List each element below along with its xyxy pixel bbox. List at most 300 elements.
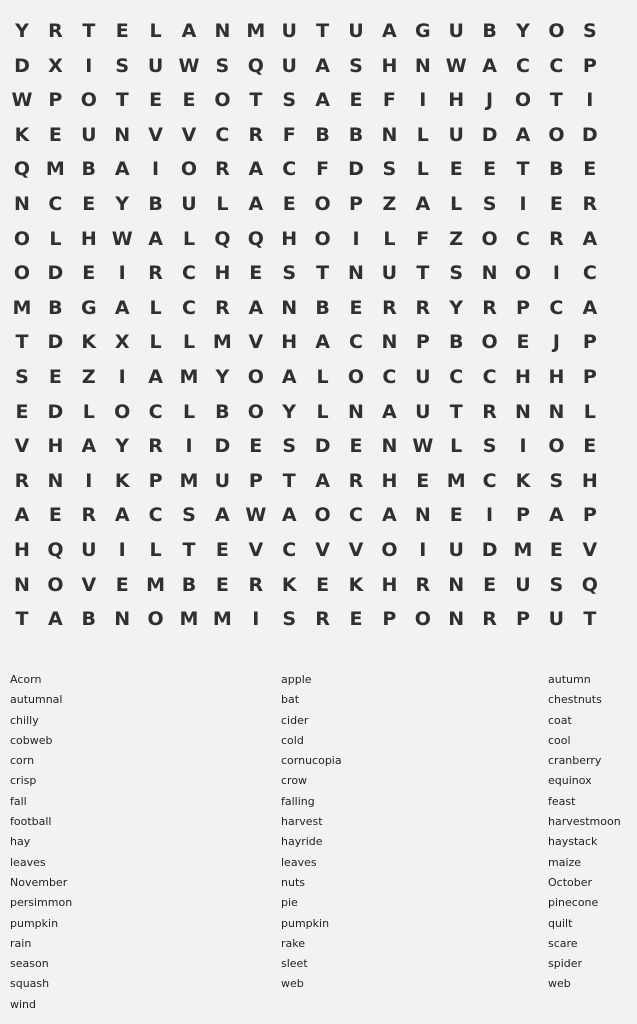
grid-letter[interactable]: Y [282, 400, 297, 423]
grid-letter[interactable]: R [482, 296, 497, 319]
grid-letter[interactable]: T [182, 539, 196, 561]
grid-letter[interactable]: L [149, 539, 162, 561]
grid-letter[interactable]: M [146, 573, 166, 596]
grid-letter[interactable]: L [182, 331, 196, 354]
grid-letter[interactable]: H [515, 366, 531, 388]
grid-letter[interactable]: E [215, 573, 229, 596]
grid-letter[interactable]: R [482, 400, 497, 423]
grid-letter[interactable]: C [282, 158, 297, 181]
grid-letter[interactable]: E [115, 573, 129, 596]
grid-letter[interactable]: P [582, 54, 597, 77]
grid-letter[interactable]: B [181, 573, 197, 596]
grid-letter[interactable]: P [148, 469, 163, 492]
grid-letter[interactable]: C [482, 366, 497, 388]
grid-letter[interactable]: Y [115, 193, 130, 215]
grid-letter[interactable]: R [549, 227, 564, 250]
grid-letter[interactable]: V [81, 573, 97, 596]
grid-letter[interactable]: T [583, 608, 597, 631]
grid-letter[interactable]: P [349, 193, 363, 215]
grid-letter[interactable]: U [448, 539, 464, 561]
grid-letter[interactable]: A [81, 435, 97, 458]
grid-letter[interactable]: L [182, 227, 196, 250]
grid-letter[interactable]: U [415, 400, 431, 423]
grid-letter[interactable]: A [582, 296, 598, 319]
grid-letter[interactable]: K [281, 573, 297, 596]
grid-letter[interactable]: A [382, 20, 397, 42]
grid-letter[interactable]: R [482, 608, 497, 631]
grid-letter[interactable]: Q [247, 227, 264, 250]
grid-letter[interactable]: U [281, 54, 297, 77]
grid-letter[interactable]: L [383, 227, 396, 250]
grid-letter[interactable]: D [314, 435, 331, 458]
grid-letter[interactable]: L [49, 227, 62, 250]
grid-letter[interactable]: H [581, 469, 598, 492]
grid-letter[interactable]: T [115, 89, 129, 112]
grid-letter[interactable]: H [381, 469, 398, 492]
grid-letter[interactable]: O [214, 89, 231, 112]
grid-letter[interactable]: A [382, 504, 397, 527]
grid-letter[interactable]: P [382, 608, 397, 631]
grid-letter[interactable]: N [414, 504, 431, 527]
grid-letter[interactable]: P [582, 504, 597, 527]
grid-letter[interactable]: E [282, 193, 296, 215]
grid-letter[interactable]: Q [247, 54, 264, 77]
grid-letter[interactable]: K [81, 331, 97, 354]
grid-letter[interactable]: C [182, 262, 196, 285]
grid-letter[interactable]: E [48, 123, 62, 146]
grid-letter[interactable]: S [115, 54, 130, 77]
grid-letter[interactable]: E [149, 89, 163, 112]
grid-letter[interactable]: O [548, 435, 565, 458]
grid-letter[interactable]: C [349, 331, 363, 354]
grid-letter[interactable]: I [419, 89, 427, 112]
grid-letter[interactable]: N [14, 193, 30, 215]
grid-letter[interactable]: O [13, 262, 31, 285]
grid-letter[interactable]: O [47, 573, 64, 596]
grid-letter[interactable]: B [549, 158, 564, 181]
grid-letter[interactable]: E [316, 573, 330, 596]
grid-letter[interactable]: R [148, 435, 163, 458]
grid-letter[interactable]: L [316, 366, 329, 388]
grid-letter[interactable]: O [247, 366, 264, 388]
grid-letter[interactable]: R [382, 296, 397, 319]
grid-letter[interactable]: T [449, 400, 463, 423]
grid-letter[interactable]: M [45, 158, 65, 181]
grid-letter[interactable]: G [414, 20, 431, 42]
grid-letter[interactable]: I [419, 539, 427, 561]
grid-letter[interactable]: I [85, 469, 93, 492]
grid-letter[interactable]: W [11, 89, 33, 112]
grid-letter[interactable]: E [115, 20, 129, 42]
grid-letter[interactable]: U [548, 608, 565, 631]
grid-letter[interactable]: A [248, 193, 264, 215]
grid-letter[interactable]: Z [382, 193, 397, 215]
grid-letter[interactable]: N [114, 123, 131, 146]
grid-letter[interactable]: B [448, 331, 464, 354]
grid-letter[interactable]: T [15, 608, 29, 631]
grid-letter[interactable]: C [148, 504, 163, 527]
grid-letter[interactable]: E [416, 469, 430, 492]
grid-letter[interactable]: S [549, 469, 564, 492]
grid-letter[interactable]: O [314, 504, 331, 527]
grid-letter[interactable]: B [81, 608, 97, 631]
grid-letter[interactable]: S [282, 262, 297, 285]
grid-letter[interactable]: O [314, 227, 331, 250]
grid-letter[interactable]: C [582, 262, 597, 285]
grid-letter[interactable]: O [347, 366, 365, 388]
grid-letter[interactable]: P [582, 331, 597, 354]
grid-letter[interactable]: R [148, 262, 163, 285]
grid-letter[interactable]: E [449, 504, 463, 527]
grid-letter[interactable]: C [516, 227, 530, 250]
grid-letter[interactable]: O [548, 123, 565, 146]
grid-letter[interactable]: M [246, 20, 266, 42]
grid-letter[interactable]: B [348, 123, 364, 146]
grid-letter[interactable]: D [481, 539, 498, 561]
grid-letter[interactable]: O [514, 89, 532, 112]
grid-letter[interactable]: O [381, 539, 398, 561]
grid-letter[interactable]: A [14, 504, 30, 527]
grid-letter[interactable]: K [348, 573, 364, 596]
grid-letter[interactable]: V [148, 123, 163, 146]
grid-letter[interactable]: E [349, 89, 363, 112]
grid-letter[interactable]: O [180, 158, 198, 181]
grid-letter[interactable]: W [111, 227, 133, 250]
grid-letter[interactable]: F [416, 227, 430, 250]
grid-letter[interactable]: I [486, 504, 494, 527]
grid-letter[interactable]: N [114, 608, 131, 631]
grid-letter[interactable]: L [182, 400, 196, 423]
grid-letter[interactable]: K [515, 469, 531, 492]
grid-letter[interactable]: H [281, 227, 298, 250]
grid-letter[interactable]: I [586, 89, 594, 112]
grid-letter[interactable]: N [348, 262, 364, 285]
grid-letter[interactable]: U [181, 193, 197, 215]
grid-letter[interactable]: E [483, 158, 497, 181]
grid-letter[interactable]: H [381, 573, 398, 596]
grid-letter[interactable]: I [519, 193, 527, 215]
grid-letter[interactable]: K [114, 469, 130, 492]
grid-letter[interactable]: L [149, 331, 162, 354]
grid-letter[interactable]: B [315, 296, 330, 319]
grid-letter[interactable]: X [114, 331, 130, 354]
grid-letter[interactable]: C [516, 54, 530, 77]
grid-letter[interactable]: S [382, 158, 397, 181]
grid-letter[interactable]: P [48, 89, 63, 112]
grid-letter[interactable]: L [416, 158, 429, 181]
grid-letter[interactable]: A [382, 400, 397, 423]
grid-letter[interactable]: M [179, 608, 199, 631]
grid-letter[interactable]: C [549, 296, 564, 319]
grid-letter[interactable]: R [415, 573, 431, 596]
grid-letter[interactable]: S [549, 573, 564, 596]
grid-letter[interactable]: U [281, 20, 297, 42]
grid-letter[interactable]: O [314, 193, 331, 215]
grid-letter[interactable]: Q [214, 227, 231, 250]
grid-letter[interactable]: E [249, 435, 263, 458]
grid-letter[interactable]: R [81, 504, 97, 527]
grid-letter[interactable]: D [214, 435, 231, 458]
grid-letter[interactable]: P [248, 469, 263, 492]
grid-letter[interactable]: E [449, 158, 463, 181]
grid-letter[interactable]: O [514, 262, 532, 285]
grid-letter[interactable]: T [516, 158, 530, 181]
grid-letter[interactable]: H [548, 366, 565, 388]
grid-letter[interactable]: S [482, 435, 497, 458]
grid-letter[interactable]: O [548, 20, 565, 42]
grid-letter[interactable]: P [516, 608, 530, 631]
grid-letter[interactable]: U [381, 262, 398, 285]
grid-letter[interactable]: Y [516, 20, 530, 42]
grid-letter[interactable]: T [15, 331, 29, 354]
grid-letter[interactable]: S [215, 54, 230, 77]
grid-letter[interactable]: R [415, 296, 431, 319]
grid-letter[interactable]: D [47, 262, 64, 285]
grid-letter[interactable]: E [182, 89, 196, 112]
grid-letter[interactable]: R [215, 296, 230, 319]
grid-letter[interactable]: W [178, 54, 200, 77]
grid-letter[interactable]: E [215, 539, 229, 561]
grid-letter[interactable]: A [114, 158, 130, 181]
grid-letter[interactable]: E [82, 262, 96, 285]
grid-letter[interactable]: E [48, 504, 62, 527]
grid-letter[interactable]: R [582, 193, 598, 215]
grid-letter[interactable]: I [118, 539, 126, 561]
grid-letter[interactable]: D [348, 158, 364, 181]
grid-letter[interactable]: O [481, 331, 498, 354]
grid-letter[interactable]: Z [449, 227, 464, 250]
grid-letter[interactable]: G [80, 296, 97, 319]
grid-letter[interactable]: A [248, 158, 264, 181]
grid-letter[interactable]: N [515, 400, 531, 423]
grid-letter[interactable]: L [82, 400, 95, 423]
grid-letter[interactable]: E [82, 193, 96, 215]
grid-letter[interactable]: N [481, 262, 498, 285]
grid-letter[interactable]: C [449, 366, 464, 388]
grid-letter[interactable]: A [582, 227, 598, 250]
grid-letter[interactable]: O [481, 227, 498, 250]
grid-letter[interactable]: Z [81, 366, 96, 388]
grid-letter[interactable]: H [448, 89, 465, 112]
grid-letter[interactable]: T [282, 469, 296, 492]
grid-letter[interactable]: R [48, 20, 63, 42]
grid-letter[interactable]: R [315, 608, 330, 631]
grid-letter[interactable]: R [14, 469, 30, 492]
grid-letter[interactable]: V [582, 539, 598, 561]
grid-letter[interactable]: I [85, 54, 93, 77]
grid-letter[interactable]: A [315, 469, 330, 492]
grid-letter[interactable]: N [448, 608, 465, 631]
grid-letter[interactable]: N [281, 296, 298, 319]
grid-letter[interactable]: M [179, 469, 199, 492]
grid-letter[interactable]: B [482, 20, 497, 42]
grid-letter[interactable]: E [349, 608, 363, 631]
grid-letter[interactable]: H [80, 227, 97, 250]
grid-letter[interactable]: B [315, 123, 330, 146]
grid-letter[interactable]: E [48, 366, 62, 388]
grid-letter[interactable]: A [48, 608, 63, 631]
grid-letter[interactable]: V [248, 539, 264, 561]
grid-letter[interactable]: Y [215, 366, 230, 388]
grid-letter[interactable]: E [549, 539, 563, 561]
grid-letter[interactable]: H [47, 435, 64, 458]
grid-letter[interactable]: Q [13, 158, 31, 181]
grid-letter[interactable]: N [448, 573, 465, 596]
grid-letter[interactable]: A [549, 504, 564, 527]
grid-letter[interactable]: S [182, 504, 196, 527]
grid-letter[interactable]: M [513, 539, 533, 561]
grid-letter[interactable]: E [583, 435, 597, 458]
grid-letter[interactable]: L [149, 296, 162, 319]
grid-letter[interactable]: A [114, 296, 130, 319]
grid-letter[interactable]: I [185, 435, 193, 458]
grid-letter[interactable]: N [381, 331, 398, 354]
grid-letter[interactable]: B [215, 400, 230, 423]
grid-letter[interactable]: U [348, 20, 364, 42]
grid-letter[interactable]: O [147, 608, 164, 631]
grid-letter[interactable]: E [516, 331, 530, 354]
grid-letter[interactable]: K [14, 123, 30, 146]
grid-letter[interactable]: T [316, 20, 330, 42]
grid-letter[interactable]: X [48, 54, 63, 77]
grid-letter[interactable]: U [515, 573, 531, 596]
grid-letter[interactable]: M [179, 366, 199, 388]
grid-letter[interactable]: E [583, 158, 597, 181]
grid-letter[interactable]: S [15, 366, 29, 388]
grid-letter[interactable]: L [583, 400, 596, 423]
grid-letter[interactable]: A [415, 193, 431, 215]
grid-letter[interactable]: H [381, 54, 398, 77]
grid-letter[interactable]: S [482, 193, 497, 215]
grid-letter[interactable]: R [348, 469, 364, 492]
grid-letter[interactable]: D [481, 123, 498, 146]
grid-letter[interactable]: P [516, 504, 530, 527]
grid-letter[interactable]: Y [449, 296, 464, 319]
grid-letter[interactable]: N [381, 123, 398, 146]
grid-letter[interactable]: N [381, 435, 398, 458]
grid-letter[interactable]: F [282, 123, 296, 146]
grid-letter[interactable]: D [581, 123, 598, 146]
grid-letter[interactable]: I [118, 366, 126, 388]
grid-letter[interactable]: A [315, 54, 330, 77]
grid-letter[interactable]: A [248, 296, 264, 319]
grid-letter[interactable]: A [281, 504, 297, 527]
grid-letter[interactable]: P [582, 366, 597, 388]
grid-letter[interactable]: V [248, 331, 264, 354]
grid-letter[interactable]: U [147, 54, 164, 77]
grid-letter[interactable]: S [582, 20, 597, 42]
grid-letter[interactable]: N [414, 54, 431, 77]
grid-letter[interactable]: U [81, 123, 97, 146]
grid-letter[interactable]: W [445, 54, 467, 77]
grid-letter[interactable]: L [416, 123, 429, 146]
grid-letter[interactable]: A [215, 504, 230, 527]
grid-letter[interactable]: T [316, 262, 330, 285]
grid-letter[interactable]: Q [47, 539, 64, 561]
grid-letter[interactable]: M [212, 331, 232, 354]
grid-letter[interactable]: U [448, 123, 464, 146]
grid-letter[interactable]: W [245, 504, 267, 527]
grid-letter[interactable]: A [148, 366, 163, 388]
grid-letter[interactable]: T [249, 89, 263, 112]
grid-letter[interactable]: H [214, 262, 231, 285]
grid-letter[interactable]: O [80, 89, 97, 112]
grid-letter[interactable]: E [349, 435, 363, 458]
grid-letter[interactable]: O [247, 400, 264, 423]
grid-letter[interactable]: I [352, 227, 360, 250]
grid-letter[interactable]: I [519, 435, 527, 458]
grid-letter[interactable]: A [181, 20, 197, 42]
grid-letter[interactable]: L [316, 400, 329, 423]
grid-letter[interactable]: P [415, 331, 430, 354]
grid-letter[interactable]: A [482, 54, 497, 77]
grid-letter[interactable]: H [281, 331, 298, 354]
grid-letter[interactable]: D [47, 400, 64, 423]
grid-letter[interactable]: I [252, 608, 260, 631]
grid-letter[interactable]: M [212, 608, 232, 631]
grid-letter[interactable]: J [486, 89, 494, 112]
grid-letter[interactable]: V [14, 435, 30, 458]
grid-letter[interactable]: U [448, 20, 464, 42]
grid-letter[interactable]: R [248, 573, 264, 596]
grid-letter[interactable]: F [316, 158, 330, 181]
grid-letter[interactable]: L [450, 193, 463, 215]
grid-letter[interactable]: T [82, 20, 96, 42]
grid-letter[interactable]: A [281, 366, 297, 388]
grid-letter[interactable]: N [348, 400, 364, 423]
grid-letter[interactable]: D [14, 54, 30, 77]
grid-letter[interactable]: C [48, 193, 63, 215]
grid-letter[interactable]: V [181, 123, 197, 146]
grid-letter[interactable]: T [549, 89, 563, 112]
grid-letter[interactable]: A [315, 331, 330, 354]
grid-letter[interactable]: O [13, 227, 31, 250]
grid-letter[interactable]: C [182, 296, 196, 319]
grid-letter[interactable]: C [482, 469, 497, 492]
grid-letter[interactable]: R [215, 158, 230, 181]
grid-letter[interactable]: E [549, 193, 563, 215]
grid-letter[interactable]: M [446, 469, 466, 492]
grid-letter[interactable]: U [415, 366, 431, 388]
grid-letter[interactable]: L [149, 20, 162, 42]
grid-letter[interactable]: C [549, 54, 564, 77]
grid-letter[interactable]: V [348, 539, 364, 561]
grid-letter[interactable]: I [118, 262, 126, 285]
grid-letter[interactable]: E [15, 400, 29, 423]
grid-letter[interactable]: E [349, 296, 363, 319]
grid-letter[interactable]: A [315, 89, 330, 112]
grid-letter[interactable]: B [48, 296, 63, 319]
grid-letter[interactable]: I [552, 262, 560, 285]
grid-letter[interactable]: N [14, 573, 30, 596]
grid-letter[interactable]: H [14, 539, 30, 561]
grid-letter[interactable]: C [282, 539, 297, 561]
grid-letter[interactable]: Y [115, 435, 130, 458]
grid-letter[interactable]: U [214, 469, 231, 492]
grid-letter[interactable]: C [148, 400, 163, 423]
grid-letter[interactable]: U [81, 539, 97, 561]
grid-letter[interactable]: S [349, 54, 363, 77]
grid-letter[interactable]: B [81, 158, 97, 181]
grid-letter[interactable]: A [515, 123, 531, 146]
grid-letter[interactable]: T [416, 262, 430, 285]
grid-letter[interactable]: L [216, 193, 229, 215]
grid-letter[interactable]: B [148, 193, 163, 215]
grid-letter[interactable]: N [47, 469, 64, 492]
grid-letter[interactable]: L [450, 435, 463, 458]
grid-letter[interactable]: Y [15, 20, 29, 42]
grid-letter[interactable]: M [12, 296, 32, 319]
